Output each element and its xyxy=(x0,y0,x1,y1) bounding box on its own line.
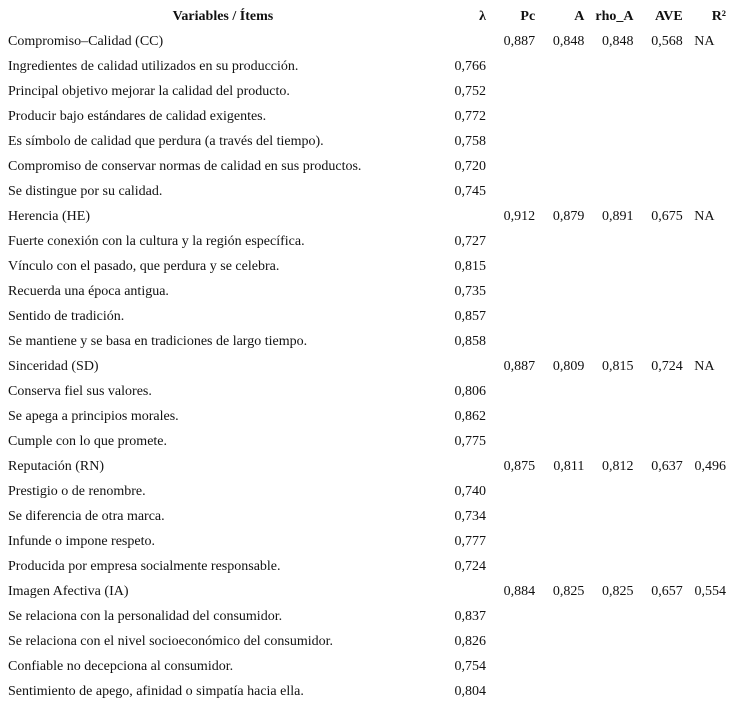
pc-value xyxy=(486,229,535,254)
ave-value xyxy=(634,229,683,254)
item-row xyxy=(0,79,733,104)
r2-value: 0,496 xyxy=(694,459,726,474)
loading-value: 0,727 xyxy=(454,234,486,249)
r2-value xyxy=(683,629,733,654)
header-rho-a: rho_A xyxy=(595,9,634,24)
construct-row xyxy=(0,454,733,479)
header-ave: AVE xyxy=(654,9,683,24)
rho-a-value xyxy=(584,79,633,104)
pc-value xyxy=(486,404,535,429)
alpha-value xyxy=(535,179,584,204)
ave-value xyxy=(634,54,683,79)
pc-value xyxy=(486,554,535,579)
header-row xyxy=(0,4,733,29)
ave-value xyxy=(634,504,683,529)
item-row xyxy=(0,379,733,404)
header-variables-items: Variables / Ítems xyxy=(172,9,274,24)
row-label: Sinceridad (SD) xyxy=(8,359,99,374)
item-row xyxy=(0,679,733,704)
pc-value xyxy=(486,79,535,104)
item-row xyxy=(0,629,733,654)
alpha-value xyxy=(535,654,584,679)
item-row xyxy=(0,529,733,554)
ave-value xyxy=(634,304,683,329)
alpha-value xyxy=(535,104,584,129)
item-row xyxy=(0,129,733,154)
pc-value xyxy=(486,629,535,654)
measurement-model-table xyxy=(0,4,733,704)
r2-value: 0,554 xyxy=(694,584,726,599)
pc-value xyxy=(486,54,535,79)
loading-value xyxy=(446,29,486,54)
item-row xyxy=(0,279,733,304)
construct-row xyxy=(0,204,733,229)
ave-value xyxy=(634,79,683,104)
row-label: Conserva fiel sus valores. xyxy=(8,384,152,399)
alpha-value: 0,848 xyxy=(552,34,585,49)
r2-value: NA xyxy=(694,34,715,49)
r2-value: NA xyxy=(694,209,715,224)
r2-value xyxy=(683,679,733,704)
loading-value xyxy=(446,454,486,479)
ave-value xyxy=(634,604,683,629)
row-label: Producir bajo estándares de calidad exigentes. xyxy=(8,109,267,124)
loading-value: 0,720 xyxy=(454,159,486,174)
loading-value: 0,837 xyxy=(454,609,486,624)
pc-value: 0,912 xyxy=(503,209,536,224)
construct-row xyxy=(0,579,733,604)
row-label: Se mantiene y se basa en tradiciones de largo tiempo. xyxy=(8,334,308,349)
alpha-value xyxy=(535,129,584,154)
ave-value xyxy=(634,554,683,579)
alpha-value xyxy=(535,254,584,279)
row-label: Producida por empresa socialmente responsable. xyxy=(8,559,281,574)
r2-value xyxy=(683,604,733,629)
row-label: Recuerda una época antigua. xyxy=(8,284,169,299)
rho-a-value xyxy=(584,54,633,79)
row-label: Confiable no decepciona al consumidor. xyxy=(8,659,234,674)
row-label: Se distingue por su calidad. xyxy=(8,184,163,199)
ave-value xyxy=(634,179,683,204)
loading-value: 0,745 xyxy=(454,184,486,199)
item-row xyxy=(0,554,733,579)
rho-a-value xyxy=(584,304,633,329)
r2-value: NA xyxy=(694,359,715,374)
alpha-value xyxy=(535,404,584,429)
alpha-value xyxy=(535,329,584,354)
row-label: Cumple con lo que promete. xyxy=(8,434,168,449)
ave-value: 0,675 xyxy=(651,209,683,224)
item-row xyxy=(0,254,733,279)
header-lambda: λ xyxy=(479,9,486,24)
rho-a-value xyxy=(584,604,633,629)
alpha-value xyxy=(535,554,584,579)
ave-value xyxy=(634,429,683,454)
alpha-value xyxy=(535,679,584,704)
r2-value xyxy=(683,304,733,329)
item-row xyxy=(0,304,733,329)
alpha-value xyxy=(535,79,584,104)
alpha-value: 0,879 xyxy=(552,209,585,224)
item-row xyxy=(0,329,733,354)
loading-value: 0,735 xyxy=(454,284,486,299)
loading-value: 0,857 xyxy=(454,309,486,324)
rho-a-value xyxy=(584,329,633,354)
r2-value xyxy=(683,179,733,204)
pc-value: 0,875 xyxy=(503,459,536,474)
alpha-value xyxy=(535,629,584,654)
row-label: Sentido de tradición. xyxy=(8,309,125,324)
rho-a-value xyxy=(584,129,633,154)
pc-value xyxy=(486,304,535,329)
rho-a-value xyxy=(584,679,633,704)
row-label: Herencia (HE) xyxy=(8,209,91,224)
pc-value xyxy=(486,429,535,454)
rho-a-value xyxy=(584,404,633,429)
ave-value xyxy=(634,104,683,129)
alpha-value xyxy=(535,279,584,304)
row-label: Imagen Afectiva (IA) xyxy=(8,584,129,599)
ave-value xyxy=(634,479,683,504)
ave-value xyxy=(634,379,683,404)
ave-value xyxy=(634,279,683,304)
ave-value xyxy=(634,254,683,279)
ave-value xyxy=(634,529,683,554)
r2-value xyxy=(683,54,733,79)
r2-value xyxy=(683,254,733,279)
row-label: Compromiso de conservar normas de calidad en sus productos. xyxy=(8,159,362,174)
alpha-value: 0,809 xyxy=(552,359,585,374)
rho-a-value: 0,815 xyxy=(602,359,634,374)
loading-value: 0,815 xyxy=(454,259,486,274)
pc-value xyxy=(486,504,535,529)
rho-a-value xyxy=(584,529,633,554)
loading-value: 0,758 xyxy=(454,134,486,149)
r2-value xyxy=(683,104,733,129)
pc-value xyxy=(486,654,535,679)
alpha-value xyxy=(535,379,584,404)
ave-value: 0,724 xyxy=(651,359,683,374)
pc-value xyxy=(486,329,535,354)
ave-value xyxy=(634,129,683,154)
alpha-value xyxy=(535,429,584,454)
construct-row xyxy=(0,29,733,54)
item-row xyxy=(0,604,733,629)
loading-value: 0,858 xyxy=(454,334,486,349)
loading-value xyxy=(446,579,486,604)
row-label: Se relaciona con el nivel socioeconómico del consumidor. xyxy=(8,634,334,649)
ave-value xyxy=(634,679,683,704)
rho-a-value xyxy=(584,229,633,254)
item-row xyxy=(0,104,733,129)
row-label: Se apega a principios morales. xyxy=(8,409,179,424)
row-label: Fuerte conexión con la cultura y la región específica. xyxy=(8,234,305,249)
loading-value: 0,740 xyxy=(454,484,486,499)
r2-value xyxy=(683,479,733,504)
alpha-value: 0,825 xyxy=(552,584,585,599)
loading-value xyxy=(446,204,486,229)
alpha-value xyxy=(535,604,584,629)
rho-a-value xyxy=(584,154,633,179)
item-row xyxy=(0,229,733,254)
loading-value: 0,752 xyxy=(454,84,486,99)
pc-value xyxy=(486,254,535,279)
ave-value xyxy=(634,654,683,679)
pc-value xyxy=(486,679,535,704)
r2-value xyxy=(683,504,733,529)
pc-value xyxy=(486,379,535,404)
pc-value xyxy=(486,279,535,304)
loading-value: 0,724 xyxy=(454,559,486,574)
row-label: Ingredientes de calidad utilizados en su producción. xyxy=(8,59,299,74)
rho-a-value xyxy=(584,279,633,304)
alpha-value xyxy=(535,529,584,554)
rho-a-value xyxy=(584,429,633,454)
alpha-value xyxy=(535,154,584,179)
item-row xyxy=(0,429,733,454)
r2-value xyxy=(683,404,733,429)
rho-a-value xyxy=(584,554,633,579)
r2-value xyxy=(683,554,733,579)
item-row xyxy=(0,654,733,679)
rho-a-value xyxy=(584,104,633,129)
r2-value xyxy=(683,329,733,354)
rho-a-value xyxy=(584,629,633,654)
loading-value: 0,766 xyxy=(454,59,486,74)
alpha-value xyxy=(535,504,584,529)
construct-row xyxy=(0,354,733,379)
item-row xyxy=(0,154,733,179)
r2-value xyxy=(683,229,733,254)
loading-value: 0,804 xyxy=(454,684,486,699)
ave-value xyxy=(634,154,683,179)
ave-value xyxy=(634,329,683,354)
header-alpha: A xyxy=(574,9,585,24)
rho-a-value xyxy=(584,479,633,504)
table-body xyxy=(0,29,733,704)
rho-a-value xyxy=(584,654,633,679)
rho-a-value: 0,825 xyxy=(602,584,634,599)
loading-value: 0,772 xyxy=(454,109,486,124)
loading-value: 0,754 xyxy=(454,659,486,674)
rho-a-value: 0,891 xyxy=(602,209,634,224)
r2-value xyxy=(683,654,733,679)
item-row xyxy=(0,54,733,79)
r2-value xyxy=(683,129,733,154)
pc-value xyxy=(486,604,535,629)
pc-value xyxy=(486,129,535,154)
row-label: Prestigio o de renombre. xyxy=(8,484,146,499)
ave-value xyxy=(634,404,683,429)
pc-value xyxy=(486,529,535,554)
loading-value: 0,775 xyxy=(454,434,486,449)
r2-value xyxy=(683,429,733,454)
r2-value xyxy=(683,154,733,179)
rho-a-value xyxy=(584,179,633,204)
rho-a-value: 0,848 xyxy=(602,34,634,49)
r2-value xyxy=(683,79,733,104)
loading-value: 0,826 xyxy=(454,634,486,649)
row-label: Principal objetivo mejorar la calidad del producto. xyxy=(8,84,290,99)
ave-value: 0,568 xyxy=(651,34,683,49)
row-label: Es símbolo de calidad que perdura (a través del tiempo). xyxy=(8,134,324,149)
row-label: Sentimiento de apego, afinidad o simpatía hacia ella. xyxy=(8,684,304,699)
ave-value: 0,637 xyxy=(651,459,683,474)
rho-a-value xyxy=(584,504,633,529)
pc-value: 0,887 xyxy=(503,359,536,374)
alpha-value: 0,811 xyxy=(553,459,585,474)
pc-value xyxy=(486,479,535,504)
item-row xyxy=(0,504,733,529)
item-row xyxy=(0,479,733,504)
loading-value: 0,777 xyxy=(454,534,486,549)
alpha-value xyxy=(535,479,584,504)
ave-value: 0,657 xyxy=(651,584,683,599)
rho-a-value xyxy=(584,254,633,279)
item-row xyxy=(0,404,733,429)
loading-value: 0,862 xyxy=(454,409,486,424)
loading-value: 0,734 xyxy=(454,509,486,524)
pc-value xyxy=(486,179,535,204)
row-label: Vínculo con el pasado, que perdura y se celebra. xyxy=(8,259,280,274)
r2-value xyxy=(683,279,733,304)
loading-value xyxy=(446,354,486,379)
r2-value xyxy=(683,529,733,554)
alpha-value xyxy=(535,229,584,254)
row-label: Infunde o impone respeto. xyxy=(8,534,155,549)
row-label: Se relaciona con la personalidad del consumidor. xyxy=(8,609,283,624)
item-row xyxy=(0,179,733,204)
row-label: Se diferencia de otra marca. xyxy=(8,509,165,524)
pc-value: 0,884 xyxy=(503,584,536,599)
rho-a-value: 0,812 xyxy=(602,459,634,474)
pc-value xyxy=(486,154,535,179)
loading-value: 0,806 xyxy=(454,384,486,399)
row-label: Reputación (RN) xyxy=(8,459,105,474)
header-r2: R² xyxy=(711,9,726,24)
ave-value xyxy=(634,629,683,654)
alpha-value xyxy=(535,304,584,329)
pc-value xyxy=(486,104,535,129)
alpha-value xyxy=(535,54,584,79)
pc-value: 0,887 xyxy=(503,34,536,49)
rho-a-value xyxy=(584,379,633,404)
row-label: Compromiso–Calidad (CC) xyxy=(8,34,164,49)
header-pc: Pc xyxy=(520,9,536,24)
r2-value xyxy=(683,379,733,404)
